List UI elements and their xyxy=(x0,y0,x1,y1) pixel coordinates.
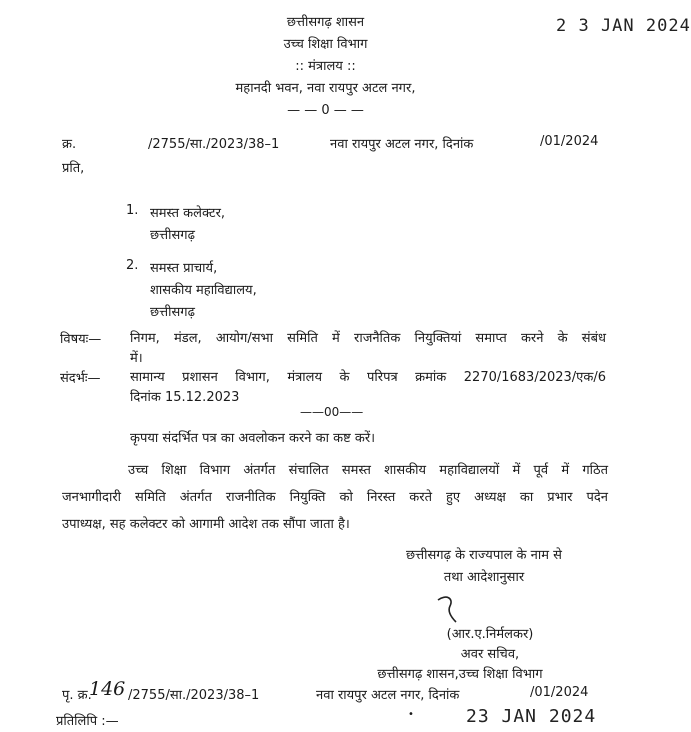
ref-label: क्र. xyxy=(62,137,77,152)
signatory-department: छत्तीसगढ़ शासन,उच्च शिक्षा विभाग xyxy=(377,667,543,682)
received-date-stamp: 2 3 JAN 2024 xyxy=(556,16,691,36)
header-divider: — — 0 — — xyxy=(287,103,364,118)
copy-label: प्रतिलिपि :— xyxy=(56,714,119,729)
endorsement-date-stamp: 23 JAN 2024 xyxy=(466,706,597,727)
recipient-1-line: छत्तीसगढ़ xyxy=(150,228,195,243)
reference-line-1: सामान्य प्रशासन विभाग, मंत्रालय के परिपत्र क्रमांक 2270/1683/2023/एक/6 xyxy=(130,370,606,385)
authority-line xyxy=(364,545,604,589)
reference-text xyxy=(130,368,606,408)
body-paragraph-2-line: जनभागीदारी समिति अंतर्गत राजनीतिक नियुक्ति को निरस्त करते हुए अध्यक्ष का प्रभार पदेन xyxy=(62,490,608,505)
endorsement-label: पृ. क्र. xyxy=(62,688,92,703)
body-paragraph-2-line: उपाध्यक्ष, सह कलेक्टर को आगामी आदेश तक सौंपा जाता है। xyxy=(62,517,350,532)
ref-date: /01/2024 xyxy=(540,134,599,149)
header-ministry: :: मंत्रालय :: xyxy=(295,59,356,74)
signature-mark xyxy=(430,594,470,628)
recipient-2 xyxy=(150,258,257,324)
endorsement-date: /01/2024 xyxy=(530,685,589,700)
body-paragraph-2-line: उच्च शिक्षा विभाग अंतर्गत संचालित समस्त शासकीय महाविद्यालयों में पूर्व में गठित xyxy=(128,463,608,478)
ref-place-date-label: नवा रायपुर अटल नगर, दिनांक xyxy=(330,137,474,152)
signatory xyxy=(360,625,620,685)
recipient-1-number: 1. xyxy=(126,203,139,218)
subject-label: विषयः— xyxy=(60,332,102,347)
endorsement-place-date-label: नवा रायपुर अटल नगर, दिनांक xyxy=(316,688,460,703)
signatory-name: (आर.ए.निर्मलकर) xyxy=(446,627,534,642)
recipient-2-number: 2. xyxy=(126,258,139,273)
ref-number: /2755/सा./2023/38–1 xyxy=(148,137,280,152)
recipient-1 xyxy=(150,203,225,247)
signatory-designation: अवर सचिव, xyxy=(460,647,520,662)
recipient-1-line: समस्त कलेक्टर, xyxy=(150,206,226,221)
authority-line-1: छत्तीसगढ़ के राज्यपाल के नाम से xyxy=(406,548,562,563)
subject-text xyxy=(130,329,606,369)
handwritten-endorsement-number: 146 xyxy=(89,678,126,700)
recipient-2-line: समस्त प्राचार्य, xyxy=(150,261,218,276)
section-separator: ——00—— xyxy=(300,405,364,419)
subject-line-2: में। xyxy=(130,351,143,366)
prati-label: प्रति, xyxy=(62,161,85,176)
dot-mark: • xyxy=(408,709,414,720)
reference-label: संदर्भः— xyxy=(60,371,101,386)
reference-line-2: दिनांक 15.12.2023 xyxy=(130,390,240,405)
header-department: उच्च शिक्षा विभाग xyxy=(283,37,368,52)
body-paragraph-2 xyxy=(62,457,608,538)
recipient-2-line: छत्तीसगढ़ xyxy=(150,305,195,320)
recipient-2-line: शासकीय महाविद्यालय, xyxy=(150,283,257,298)
authority-line-2: तथा आदेशानुसार xyxy=(443,570,525,585)
header-government: छत्तीसगढ़ शासन xyxy=(286,15,365,30)
subject-line-1: निगम, मंडल, आयोग/सभा समिति में राजनैतिक नियुक्तियां समाप्त करने के संबंध xyxy=(130,331,606,346)
header-address: महानदी भवन, नवा रायपुर अटल नगर, xyxy=(235,81,416,96)
endorsement-number: /2755/सा./2023/38–1 xyxy=(128,688,260,703)
letterhead xyxy=(0,12,671,122)
body-paragraph-1: कृपया संदर्भित पत्र का अवलोकन करने का कष्ट करें। xyxy=(130,431,376,446)
